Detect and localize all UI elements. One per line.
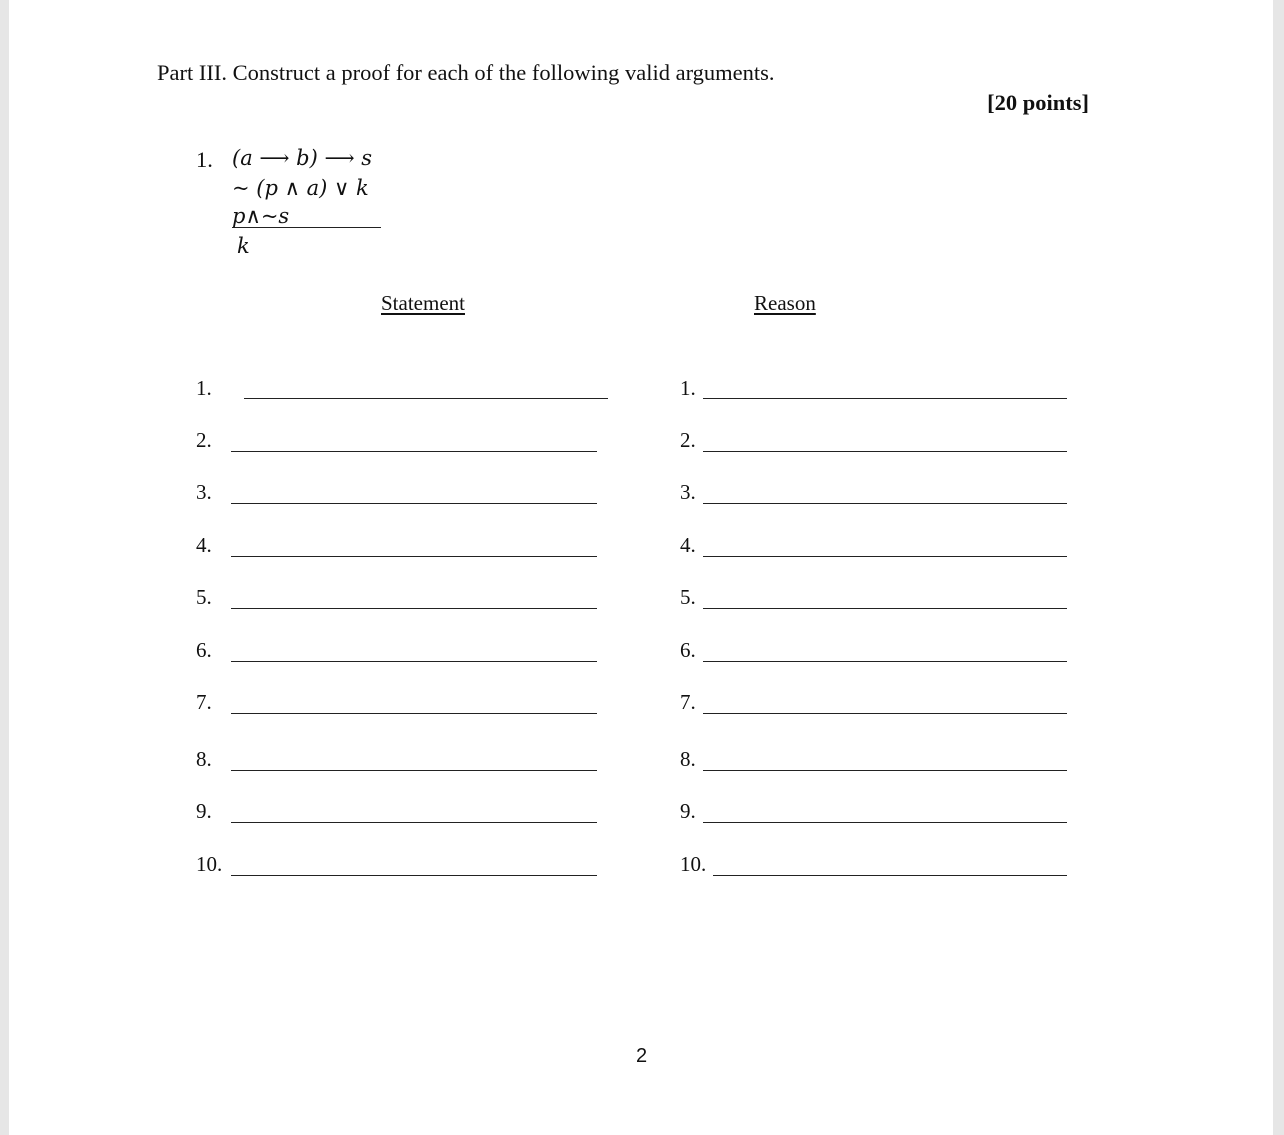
reason-row-label: 9. [680, 799, 696, 823]
reason-blank-5[interactable] [703, 608, 1067, 609]
statement-blank-10[interactable] [231, 875, 597, 876]
premise-3: p∧~s [232, 205, 381, 228]
reason-blank-9[interactable] [703, 822, 1067, 823]
part-heading: Part III. Construct a proof for each of the following valid arguments. [157, 60, 775, 85]
statement-row-label: 4. [196, 533, 212, 557]
reason-row-label: 8. [680, 747, 696, 771]
statement-blank-5[interactable] [231, 608, 597, 609]
reason-blank-3[interactable] [703, 503, 1067, 504]
statement-blank-8[interactable] [231, 770, 597, 771]
problem-number: 1. [196, 147, 213, 172]
statement-row-label: 6. [196, 638, 212, 662]
reason-blank-6[interactable] [703, 661, 1067, 662]
reason-row-label: 2. [680, 428, 696, 452]
statement-column-heading: Statement [381, 291, 465, 315]
reason-blank-1[interactable] [703, 398, 1067, 399]
statement-row-label: 8. [196, 747, 212, 771]
reason-row-label: 4. [680, 533, 696, 557]
reason-row-label: 10. [680, 852, 707, 876]
reason-row-label: 6. [680, 638, 696, 662]
statement-blank-3[interactable] [231, 503, 597, 504]
statement-row-label: 1. [196, 376, 212, 400]
statement-blank-7[interactable] [231, 713, 597, 714]
reason-blank-2[interactable] [703, 451, 1067, 452]
statement-blank-1[interactable] [244, 398, 608, 399]
reason-row-label: 1. [680, 376, 696, 400]
document-page [9, 0, 1273, 1135]
statement-blank-2[interactable] [231, 451, 597, 452]
premise-1: (a ⟶ b) ⟶ s [232, 146, 373, 170]
reason-blank-4[interactable] [703, 556, 1067, 557]
reason-blank-8[interactable] [703, 770, 1067, 771]
statement-row-label: 5. [196, 585, 212, 609]
statement-row-label: 9. [196, 799, 212, 823]
statement-blank-9[interactable] [231, 822, 597, 823]
conclusion: k [237, 234, 250, 258]
statement-blank-6[interactable] [231, 661, 597, 662]
reason-column-heading: Reason [754, 291, 816, 315]
statement-row-label: 2. [196, 428, 212, 452]
points-label: [20 points] [987, 90, 1089, 115]
reason-blank-10[interactable] [713, 875, 1067, 876]
statement-row-label: 7. [196, 690, 212, 714]
reason-row-label: 3. [680, 480, 696, 504]
statement-row-label: 3. [196, 480, 212, 504]
statement-blank-4[interactable] [231, 556, 597, 557]
reason-blank-7[interactable] [703, 713, 1067, 714]
reason-row-label: 7. [680, 690, 696, 714]
page-number: 2 [636, 1045, 648, 1067]
statement-row-label: 10. [196, 852, 223, 876]
reason-row-label: 5. [680, 585, 696, 609]
premise-2: ~ (p ∧ a) ∨ k [232, 176, 369, 200]
